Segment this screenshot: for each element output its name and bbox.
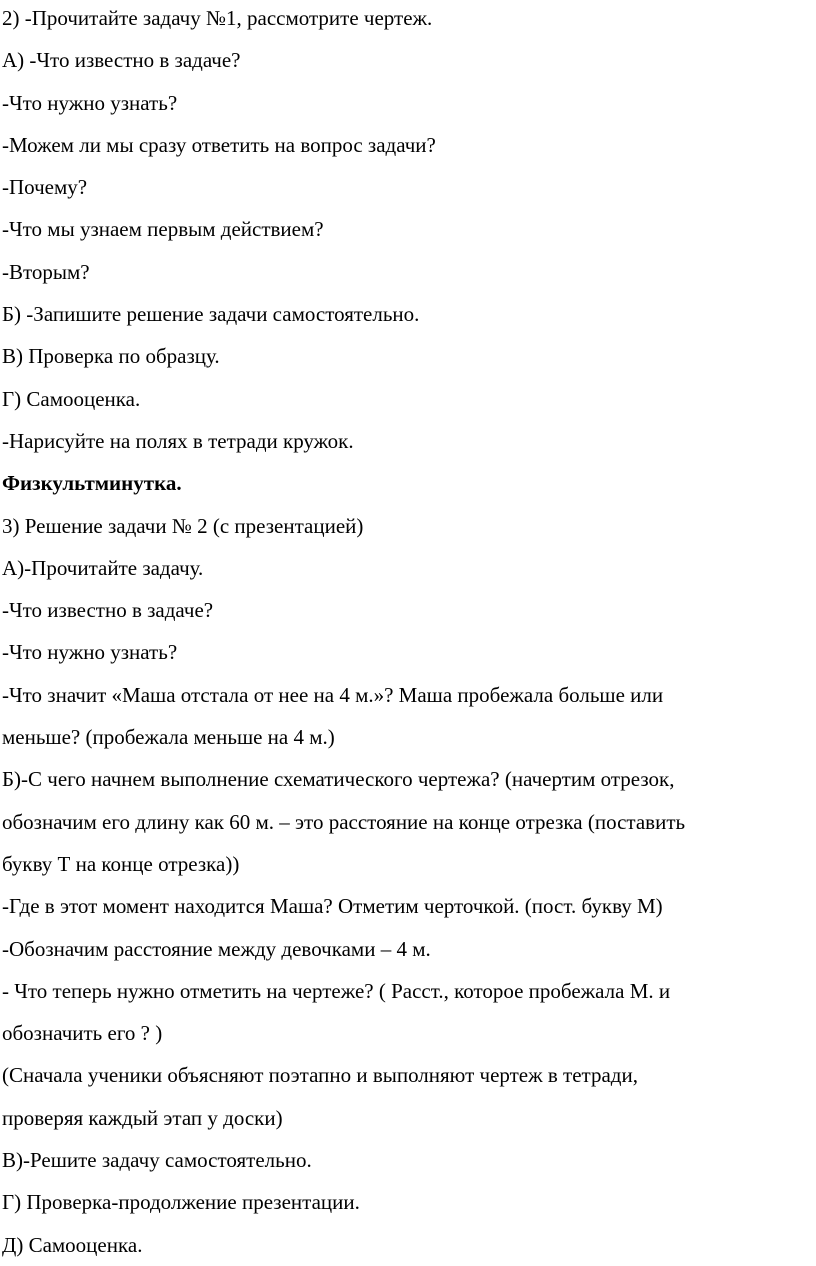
task2-students-explain: (Сначала ученики объясняют поэтапно и выполняют чертеж в тетради,: [2, 1063, 638, 1088]
task2-question-meaning-cont: меньше? (пробежала меньше на 4 м.): [2, 725, 335, 750]
task1-draw-circle: -Нарисуйте на полях в тетради кружок.: [2, 428, 354, 453]
task1-question-known: А) -Что известно в задаче?: [2, 48, 241, 73]
task2-self-assessment: Д) Самооценка.: [2, 1232, 143, 1257]
task1-question-first-action: -Что мы узнаем первым действием?: [2, 217, 324, 242]
task2-heading: 3) Решение задачи № 2 (с презентацией): [2, 513, 364, 538]
task2-question-find: -Что нужно узнать?: [2, 640, 178, 665]
task2-masha-position: -Где в этот момент находится Маша? Отметим черточкой. (пост. букву М): [2, 894, 663, 919]
task2-question-known: -Что известно в задаче?: [2, 598, 214, 623]
task2-mark-next-cont: обозначить его ? ): [2, 1021, 163, 1046]
task2-students-explain-cont: проверяя каждый этап у доски): [2, 1105, 283, 1130]
task1-question-answer-directly: -Можем ли мы сразу ответить на вопрос задачи?: [2, 132, 436, 157]
task2-drawing-start-cont1: обозначим его длину как 60 м. – это расстояние на конце отрезка (поставить: [2, 809, 686, 834]
task2-drawing-start-cont2: букву Т на конце отрезка)): [2, 851, 240, 876]
task2-read-task: А)-Прочитайте задачу.: [2, 555, 204, 580]
task2-mark-next: - Что теперь нужно отметить на чертеже? ( Расст., которое пробежала М. и: [2, 978, 671, 1003]
task2-distance-between: -Обозначим расстояние между девочками – 4 м.: [2, 936, 431, 961]
task1-question-why: -Почему?: [2, 175, 88, 200]
task1-check-sample: В) Проверка по образцу.: [2, 344, 220, 369]
task2-question-meaning: -Что значит «Маша отстала от нее на 4 м.»? Маша пробежала больше или: [2, 682, 664, 707]
task1-question-find: -Что нужно узнать?: [2, 90, 178, 115]
task1-heading: 2) -Прочитайте задачу №1, рассмотрите чертеж.: [2, 6, 433, 30]
task1-self-assessment: Г) Самооценка.: [2, 386, 141, 411]
task2-drawing-start: Б)-С чего начнем выполнение схематического чертежа? (начертим отрезок,: [2, 767, 675, 792]
task2-solve-independently: В)-Решите задачу самостоятельно.: [2, 1148, 312, 1173]
task1-question-second: -Вторым?: [2, 259, 90, 284]
task2-check-presentation: Г) Проверка-продолжение презентации.: [2, 1190, 360, 1215]
document-page: [2, 0, 814, 1266]
task1-write-solution: Б) -Запишите решение задачи самостоятельно.: [2, 302, 420, 327]
physical-break-heading: Физкультминутка.: [2, 471, 182, 496]
